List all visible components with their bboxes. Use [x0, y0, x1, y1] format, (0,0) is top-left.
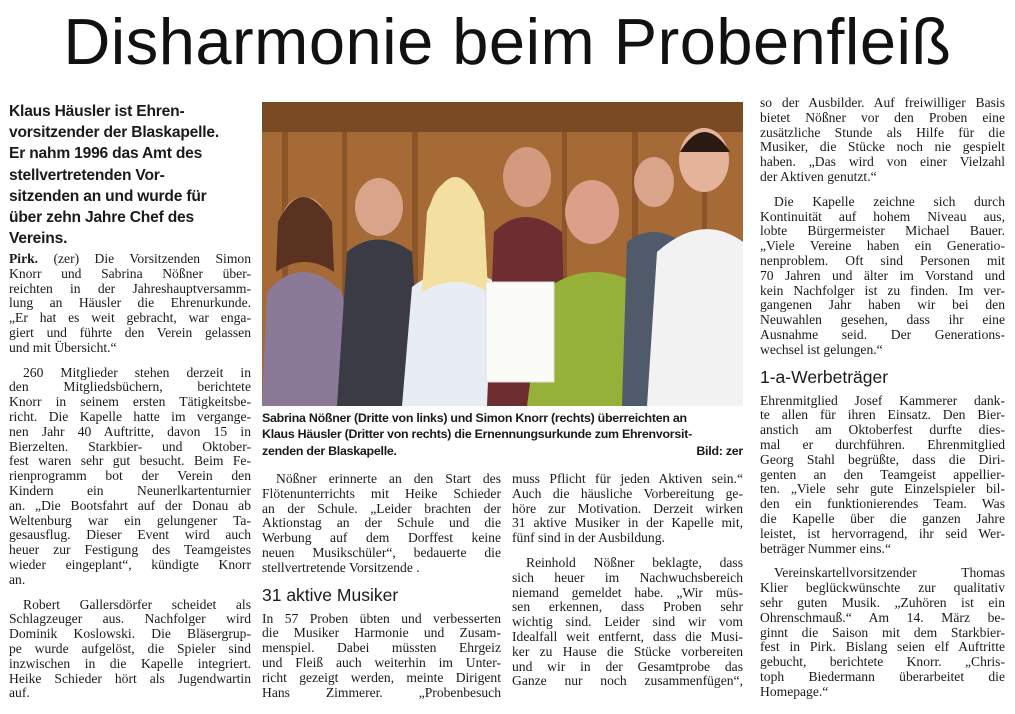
- text-line: Reinhold Nößner beklagte, dass: [526, 554, 743, 570]
- text-line: Robert Gallersdörfer scheidet als: [23, 596, 251, 612]
- text-line: „Viele Vereine haben ein Generatio-: [760, 238, 1005, 254]
- paragraph: [760, 394, 1005, 557]
- caption-line: Klaus Häusler (Dritter von rechts) die Ernennungsurkunde zum Ehrenvorsit-: [262, 427, 692, 442]
- column-3: [512, 472, 743, 699]
- text-line: heuer zur Festigung des Teamgeistes: [9, 542, 251, 558]
- text-line: die Musiker Harmonie und Zusam-: [262, 625, 501, 641]
- text-line: reichten in der Jahreshauptversamm-: [9, 280, 251, 296]
- paragraph: [760, 195, 1005, 358]
- text-line: bietet Nößner vor den Proben eine: [760, 109, 1005, 125]
- deck-line: vorsitzender der Blaskapelle.: [9, 124, 220, 142]
- text-line: Aktionstag an der Schule und die: [262, 515, 501, 531]
- text-line: so der Ausbilder. Auf freiwilliger Basis: [760, 95, 1005, 110]
- text-line: Vereinskartellvorsitzender Thomas: [774, 565, 1005, 581]
- text-line: Ohrenschmauß.“ Am 14. März be-: [760, 609, 1005, 625]
- text-line: haben. „Das wird von einer Vielzahl: [760, 154, 1005, 170]
- paragraph: [760, 96, 1005, 185]
- text-line: menspiel. Dabei müssten Ehrgeiz: [262, 640, 501, 656]
- text-line: anstich am Oktoberfest durfte dies-: [760, 422, 1005, 438]
- text-line: te allen für ihren Einsatz. Den Bier-: [760, 407, 1005, 423]
- text-line: Klier beglückwünschte zur qualitativ: [760, 580, 1005, 596]
- deck-line: sitzenden an und wurde für: [9, 187, 207, 205]
- text-line: gesausflug. Dieser Event wird auch: [9, 527, 251, 543]
- headline: Disharmonie beim Probenfleiß: [63, 5, 952, 78]
- text-line: Ausnahme seid. Der Generations-: [760, 326, 1005, 342]
- paragraph: [262, 472, 501, 576]
- article-photo: [262, 102, 743, 406]
- text-line: Kindern ein Neunerlkartenturnier: [9, 482, 251, 498]
- dateline: Pirk.: [9, 251, 39, 266]
- text-line: ker zu Hause die Stücke vorbereiten: [512, 643, 743, 659]
- text-line: lung an Häusler die Ehrenurkunde.: [9, 295, 251, 311]
- text-line: und wir in der Gesamtprobe das: [512, 658, 743, 674]
- text-line: fest waren sehr gut besucht. Beim Fe-: [9, 453, 251, 469]
- deck-line: über zehn Jahre Chef des: [9, 209, 194, 227]
- text-line: mal er durchführen. Ehrenmitglied: [760, 436, 1005, 452]
- paragraph: [9, 252, 251, 356]
- text-line: Bierzelten. Starkbier- und Oktober-: [9, 438, 251, 454]
- photo-credit: Bild: zer: [696, 443, 743, 458]
- text-line: richt gezeigt werden, meinte Dirigent: [262, 669, 501, 685]
- text-line: auf.: [9, 685, 30, 701]
- text-line: höre zur Motivation. Derzeit wirken: [512, 500, 743, 516]
- text-line: Neuwahlen gesehen, dass ihr eine: [760, 312, 1005, 328]
- text-line: Flötenunterrichts mit Heike Schieder: [262, 485, 501, 501]
- text-line: an. „Die Bootsfahrt auf der Donau ab: [9, 497, 251, 513]
- paragraph: [760, 566, 1005, 699]
- article-deck: [9, 101, 254, 249]
- deck-line: Vereins.: [9, 230, 68, 248]
- column-4: [760, 96, 1005, 709]
- text-line: Schlagzeuger aus. Nachfolger wird: [9, 611, 251, 627]
- text-line: rienprogramm bot der Verein den: [9, 468, 251, 484]
- text-line: an der Schule. „Leider brachten der: [262, 500, 501, 516]
- caption-line: Sabrina Nößner (Dritte von links) und Simon Knorr (rechts) überreichten an: [262, 411, 687, 425]
- text-line: „Er hat es weit gebracht, war enga-: [9, 310, 251, 326]
- text-line: nenproblem. Oft sind Personen mit: [760, 252, 1005, 268]
- text-line: Weltenburg war ein gelungener Ta-: [9, 512, 251, 528]
- column-2: [262, 472, 501, 710]
- deck-line: stellvertretenden Vor-: [9, 166, 165, 184]
- text-line: Dominik Koslowski. Die Bläsergrup-: [9, 626, 251, 642]
- group-photo-illustration: [262, 102, 743, 406]
- text-line: sen erkennen, dass Proben sehr: [512, 599, 743, 615]
- deck-line: Klaus Häusler ist Ehren-: [9, 103, 185, 120]
- text-line: 31 aktive Musiker in der Kapelle mit,: [512, 515, 743, 531]
- caption-line: [262, 443, 743, 459]
- text-line: Nößner erinnerte an den Start des: [276, 471, 501, 486]
- paragraph: [512, 472, 743, 546]
- text-line: die Kapelle über die ganzen Jahre: [760, 510, 1005, 526]
- text-line: zusätzliche Stunde als Hilfe für die: [760, 124, 1005, 140]
- text-line: Idealfall weit entfernt, dass die Musi-: [512, 628, 743, 644]
- text-line: ten. „Viele sehr gute Einzelspieler bil-: [760, 481, 1005, 497]
- text-line: Ehrenmitglied Josef Kammerer dank-: [760, 392, 1005, 408]
- text-line: gangenen Jahr haben wir bei den: [760, 297, 1005, 313]
- text-line: sich heuer im Nachwuchsbereich: [512, 569, 743, 585]
- text-line: beträger Nummer eins.“: [760, 540, 891, 556]
- text-line: kein Nachfolger ist zu finden. Im ver-: [760, 282, 1005, 298]
- text-line: wichtig sind. Leider sind wir vom: [512, 614, 743, 630]
- paragraph: [9, 598, 251, 702]
- text-line: gebucht, berichtete Knorr. „Chris-: [760, 654, 1005, 670]
- text-line: [9, 252, 251, 267]
- text-line: 70 Jahren und älter im Vorstand und: [760, 267, 1005, 283]
- deck-line: Er nahm 1996 das Amt des: [9, 145, 203, 163]
- text-line: leistet, ist hervorragend, ihr seid Wer-: [760, 525, 1005, 541]
- column-1: [9, 252, 251, 711]
- text-line: pe wurde aufgelöst, die Spieler sind: [9, 640, 251, 656]
- text-line: muss Pflicht für jeden Aktiven sein.“: [512, 471, 743, 486]
- text-line: 260 Mitglieder stehen derzeit in: [23, 364, 251, 380]
- text-line: lobte Bürgermeister Michael Bauer.: [760, 223, 1005, 239]
- text-line: den Mitgliedsbüchern, berichtete: [9, 379, 251, 395]
- text-line: den ein funktionierendes Team. Was: [760, 496, 1005, 512]
- text-line: ginnt die Saison mit dem Starkbier-: [760, 624, 1005, 640]
- paragraph: [9, 366, 251, 588]
- text-line: toph Biedermann überarbeitet die: [760, 668, 1005, 684]
- photo-caption: [262, 410, 743, 459]
- text-line: Musiker, die Stücke noch nie gespielt: [760, 139, 1005, 155]
- text-line: der Aktiven genutzt.“: [760, 168, 877, 184]
- paragraph: [262, 612, 501, 701]
- text-line: an.: [9, 571, 26, 587]
- text-line: fünf sind in der Ausbildung.: [512, 530, 665, 546]
- text-line: In 57 Proben übten und verbesserten: [262, 610, 501, 626]
- text-line: richt. Die Kapelle hatte im vergange-: [9, 408, 251, 424]
- text-line: nen Jahr 40 Auftritte, davon 15 in: [9, 423, 251, 439]
- text-line: Heike Schieder hört als Jugendwartin: [9, 670, 251, 686]
- line-text: (zer) Die Vorsitzenden Simon: [53, 251, 251, 266]
- text-line: Auch die häusliche Vorbereitung ge-: [512, 485, 743, 501]
- text-line: Georg Stahl begrüßte, dass die Diri-: [760, 451, 1005, 467]
- section-heading: 31 aktive Musiker: [262, 584, 399, 605]
- text-line: Knorr und Sabrina Nößner über-: [9, 265, 251, 281]
- text-line: Knorr in seinem ersten Tätigkeitsbe-: [9, 394, 251, 410]
- text-line: Werbung auf dem Dorffest keine: [262, 530, 501, 546]
- paragraph: [512, 556, 743, 689]
- text-line: fest in Pirk. Bislang seien elf Auftritte: [760, 639, 1005, 655]
- text-line: neuen Musikschüler“, bedauerte die: [262, 544, 501, 560]
- caption-text: zenden der Blaskapelle.: [262, 443, 397, 458]
- text-line: genten an den Teamgeist appellier-: [760, 466, 1005, 482]
- text-line: wechsel ist gelungen.“: [760, 341, 883, 357]
- text-line: Ganze nur noch zusammenfügen“,: [512, 673, 743, 689]
- text-line: giert und führte den Verein gelassen: [9, 324, 251, 340]
- text-line: und Fleiß auch weiterhin im Unter-: [262, 654, 501, 670]
- text-line: wieder eingeplant“, kündigte Knorr: [9, 556, 251, 572]
- text-line: inzwischen in die Kapelle integriert.: [9, 655, 251, 671]
- text-line: Die Kapelle zeichne sich durch: [774, 193, 1005, 209]
- text-line: Homepage.“: [760, 683, 829, 699]
- text-line: und mit Übersicht.“: [9, 339, 117, 355]
- text-line: stellvertretende Vorsitzende .: [262, 559, 420, 575]
- text-line: Kontinuität auf hohem Niveau aus,: [760, 208, 1005, 224]
- section-heading: 1-a-Werbeträger: [760, 366, 889, 387]
- text-line: Hans Zimmerer. „Probenbesuch: [262, 684, 501, 700]
- text-line: sehr guten Musik. „Zuhören ist ein: [760, 594, 1005, 610]
- text-line: niemand gemeldet habe. „Wir müs-: [512, 584, 743, 600]
